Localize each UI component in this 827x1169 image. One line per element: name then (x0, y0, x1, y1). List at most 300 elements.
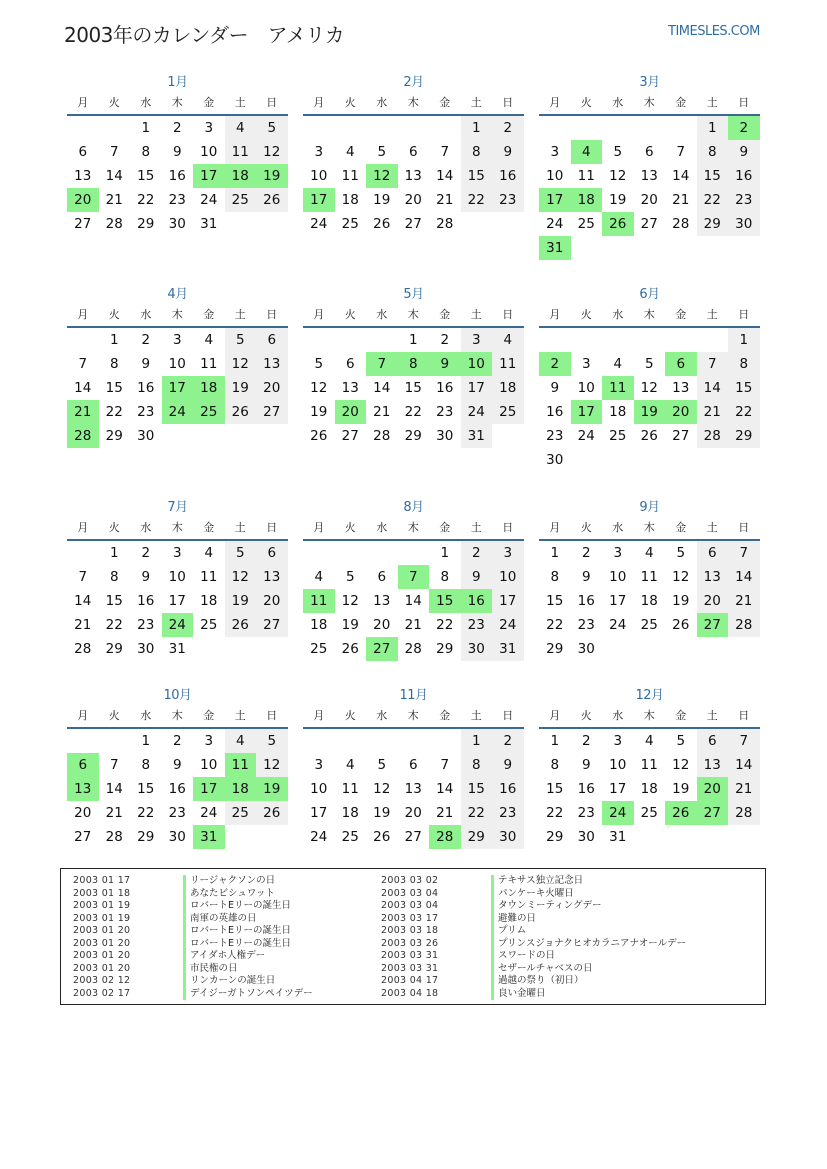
holiday-day-cell[interactable]: 17 (193, 164, 225, 188)
day-cell[interactable]: 6 (377, 569, 387, 585)
day-cell[interactable]: 26 (256, 801, 288, 825)
day-cell[interactable]: 28 (728, 801, 760, 825)
day-cell[interactable]: 13 (404, 168, 422, 184)
holiday-day-cell[interactable]: 8 (398, 352, 430, 376)
holiday-day-cell[interactable]: 18 (193, 376, 225, 400)
day-cell[interactable]: 22 (404, 404, 422, 420)
day-cell[interactable]: 14 (404, 593, 422, 609)
day-cell[interactable]: 9 (728, 140, 760, 164)
day-cell[interactable]: 11 (200, 569, 218, 585)
holiday-day-cell[interactable]: 20 (665, 400, 697, 424)
holiday-day-cell[interactable]: 28 (67, 424, 99, 448)
day-cell[interactable]: 20 (404, 192, 422, 208)
day-cell[interactable]: 10 (546, 168, 564, 184)
day-cell[interactable]: 5 (256, 116, 288, 140)
day-cell[interactable]: 23 (137, 404, 155, 420)
day-cell[interactable]: 15 (137, 168, 155, 184)
day-cell[interactable]: 9 (581, 569, 591, 585)
day-cell[interactable]: 13 (256, 565, 288, 589)
day-cell[interactable]: 10 (492, 565, 524, 589)
day-cell[interactable]: 28 (373, 428, 391, 444)
holiday-day-cell[interactable]: 26 (665, 801, 697, 825)
day-cell[interactable]: 24 (310, 216, 328, 232)
holiday-day-cell[interactable]: 2 (728, 116, 760, 140)
holiday-day-cell[interactable]: 24 (162, 613, 194, 637)
day-cell[interactable]: 1 (728, 328, 760, 352)
day-cell[interactable]: 21 (105, 805, 123, 821)
day-cell[interactable]: 2 (141, 332, 151, 348)
day-cell[interactable]: 26 (640, 428, 658, 444)
day-cell[interactable]: 22 (546, 617, 564, 633)
day-cell[interactable]: 4 (345, 144, 355, 160)
day-cell[interactable]: 11 (200, 356, 218, 372)
day-cell[interactable]: 22 (546, 805, 564, 821)
day-cell[interactable]: 4 (314, 569, 324, 585)
day-cell[interactable]: 30 (168, 829, 186, 845)
day-cell[interactable]: 1 (461, 729, 493, 753)
day-cell[interactable]: 22 (436, 617, 454, 633)
day-cell[interactable]: 15 (546, 593, 564, 609)
day-cell[interactable]: 18 (640, 593, 658, 609)
day-cell[interactable]: 10 (200, 757, 218, 773)
day-cell[interactable]: 21 (105, 192, 123, 208)
holiday-day-cell[interactable]: 17 (162, 376, 194, 400)
day-cell[interactable]: 13 (697, 565, 729, 589)
day-cell[interactable]: 21 (436, 805, 454, 821)
day-cell[interactable]: 14 (728, 565, 760, 589)
day-cell[interactable]: 21 (74, 617, 92, 633)
day-cell[interactable]: 26 (225, 613, 257, 637)
day-cell[interactable]: 29 (404, 428, 422, 444)
day-cell[interactable]: 25 (225, 188, 257, 212)
day-cell[interactable]: 6 (697, 729, 729, 753)
day-cell[interactable]: 6 (408, 757, 418, 773)
day-cell[interactable]: 16 (168, 168, 186, 184)
day-cell[interactable]: 12 (256, 140, 288, 164)
day-cell[interactable]: 8 (728, 352, 760, 376)
day-cell[interactable]: 23 (137, 617, 155, 633)
day-cell[interactable]: 8 (109, 569, 119, 585)
day-cell[interactable]: 9 (492, 140, 524, 164)
day-cell[interactable]: 23 (577, 617, 595, 633)
day-cell[interactable]: 4 (204, 545, 214, 561)
day-cell[interactable]: 11 (225, 140, 257, 164)
holiday-day-cell[interactable]: 15 (429, 589, 461, 613)
day-cell[interactable]: 30 (577, 641, 595, 657)
holiday-day-cell[interactable]: 2 (539, 352, 571, 376)
day-cell[interactable]: 6 (78, 144, 88, 160)
holiday-day-cell[interactable]: 20 (67, 188, 99, 212)
day-cell[interactable]: 22 (137, 192, 155, 208)
day-cell[interactable]: 22 (105, 404, 123, 420)
day-cell[interactable]: 28 (105, 216, 123, 232)
day-cell[interactable]: 23 (546, 428, 564, 444)
day-cell[interactable]: 22 (461, 188, 493, 212)
holiday-day-cell[interactable]: 19 (256, 777, 288, 801)
day-cell[interactable]: 23 (436, 404, 454, 420)
day-cell[interactable]: 1 (109, 545, 119, 561)
day-cell[interactable]: 16 (577, 593, 595, 609)
day-cell[interactable]: 7 (78, 569, 88, 585)
day-cell[interactable]: 5 (644, 356, 654, 372)
day-cell[interactable]: 27 (404, 829, 422, 845)
day-cell[interactable]: 27 (256, 613, 288, 637)
day-cell[interactable]: 13 (74, 168, 92, 184)
day-cell[interactable]: 6 (345, 356, 355, 372)
day-cell[interactable]: 20 (404, 805, 422, 821)
day-cell[interactable]: 1 (461, 116, 493, 140)
day-cell[interactable]: 25 (225, 801, 257, 825)
day-cell[interactable]: 24 (461, 400, 493, 424)
holiday-day-cell[interactable]: 24 (162, 400, 194, 424)
day-cell[interactable]: 16 (728, 164, 760, 188)
day-cell[interactable]: 31 (168, 641, 186, 657)
day-cell[interactable]: 14 (74, 593, 92, 609)
day-cell[interactable]: 13 (341, 380, 359, 396)
day-cell[interactable]: 25 (640, 617, 658, 633)
day-cell[interactable]: 23 (168, 805, 186, 821)
day-cell[interactable]: 3 (172, 545, 182, 561)
day-cell[interactable]: 30 (461, 637, 493, 661)
day-cell[interactable]: 14 (436, 168, 454, 184)
day-cell[interactable]: 20 (256, 589, 288, 613)
holiday-day-cell[interactable]: 6 (67, 753, 99, 777)
day-cell[interactable]: 7 (728, 729, 760, 753)
day-cell[interactable]: 3 (172, 332, 182, 348)
day-cell[interactable]: 15 (137, 781, 155, 797)
day-cell[interactable]: 12 (341, 593, 359, 609)
day-cell[interactable]: 2 (440, 332, 450, 348)
day-cell[interactable]: 5 (314, 356, 324, 372)
day-cell[interactable]: 15 (105, 593, 123, 609)
day-cell[interactable]: 15 (728, 376, 760, 400)
day-cell[interactable]: 3 (314, 757, 324, 773)
day-cell[interactable]: 25 (492, 400, 524, 424)
day-cell[interactable]: 22 (697, 188, 729, 212)
day-cell[interactable]: 23 (492, 188, 524, 212)
day-cell[interactable]: 15 (404, 380, 422, 396)
holiday-day-cell[interactable]: 31 (539, 236, 571, 260)
holiday-day-cell[interactable]: 25 (193, 400, 225, 424)
day-cell[interactable]: 1 (550, 733, 560, 749)
day-cell[interactable]: 21 (436, 192, 454, 208)
day-cell[interactable]: 20 (640, 192, 658, 208)
day-cell[interactable]: 8 (697, 140, 729, 164)
day-cell[interactable]: 10 (168, 569, 186, 585)
day-cell[interactable]: 27 (640, 216, 658, 232)
day-cell[interactable]: 12 (225, 352, 257, 376)
day-cell[interactable]: 26 (225, 400, 257, 424)
day-cell[interactable]: 31 (609, 829, 627, 845)
day-cell[interactable]: 30 (728, 212, 760, 236)
day-cell[interactable]: 3 (204, 120, 214, 136)
day-cell[interactable]: 5 (676, 733, 686, 749)
day-cell[interactable]: 7 (676, 144, 686, 160)
day-cell[interactable]: 13 (697, 753, 729, 777)
day-cell[interactable]: 27 (74, 216, 92, 232)
day-cell[interactable]: 11 (640, 757, 658, 773)
holiday-day-cell[interactable]: 9 (429, 352, 461, 376)
day-cell[interactable]: 21 (728, 589, 760, 613)
day-cell[interactable]: 18 (609, 404, 627, 420)
holiday-day-cell[interactable]: 17 (303, 188, 335, 212)
day-cell[interactable]: 29 (461, 825, 493, 849)
day-cell[interactable]: 18 (341, 805, 359, 821)
day-cell[interactable]: 9 (492, 753, 524, 777)
day-cell[interactable]: 5 (225, 541, 257, 565)
day-cell[interactable]: 12 (310, 380, 328, 396)
day-cell[interactable]: 21 (672, 192, 690, 208)
day-cell[interactable]: 8 (461, 140, 493, 164)
day-cell[interactable]: 17 (492, 589, 524, 613)
day-cell[interactable]: 28 (697, 424, 729, 448)
day-cell[interactable]: 11 (492, 352, 524, 376)
day-cell[interactable]: 19 (609, 192, 627, 208)
day-cell[interactable]: 3 (550, 144, 560, 160)
day-cell[interactable]: 30 (577, 829, 595, 845)
day-cell[interactable]: 6 (408, 144, 418, 160)
holiday-day-cell[interactable]: 21 (67, 400, 99, 424)
day-cell[interactable]: 22 (105, 617, 123, 633)
day-cell[interactable]: 2 (581, 733, 591, 749)
day-cell[interactable]: 18 (200, 593, 218, 609)
day-cell[interactable]: 15 (546, 781, 564, 797)
day-cell[interactable]: 3 (492, 541, 524, 565)
holiday-day-cell[interactable]: 26 (602, 212, 634, 236)
day-cell[interactable]: 1 (141, 120, 151, 136)
day-cell[interactable]: 31 (200, 216, 218, 232)
day-cell[interactable]: 24 (310, 829, 328, 845)
day-cell[interactable]: 12 (256, 753, 288, 777)
day-cell[interactable]: 16 (546, 404, 564, 420)
day-cell[interactable]: 14 (728, 753, 760, 777)
day-cell[interactable]: 14 (373, 380, 391, 396)
day-cell[interactable]: 9 (172, 757, 182, 773)
day-cell[interactable]: 23 (577, 805, 595, 821)
day-cell[interactable]: 30 (492, 825, 524, 849)
day-cell[interactable]: 30 (137, 641, 155, 657)
day-cell[interactable]: 25 (310, 641, 328, 657)
day-cell[interactable]: 28 (728, 613, 760, 637)
day-cell[interactable]: 4 (204, 332, 214, 348)
holiday-day-cell[interactable]: 17 (539, 188, 571, 212)
day-cell[interactable]: 23 (168, 192, 186, 208)
day-cell[interactable]: 10 (577, 380, 595, 396)
day-cell[interactable]: 8 (440, 569, 450, 585)
day-cell[interactable]: 16 (137, 380, 155, 396)
day-cell[interactable]: 24 (609, 617, 627, 633)
day-cell[interactable]: 29 (728, 424, 760, 448)
day-cell[interactable]: 25 (341, 216, 359, 232)
day-cell[interactable]: 7 (78, 356, 88, 372)
holiday-day-cell[interactable]: 31 (193, 825, 225, 849)
day-cell[interactable]: 29 (105, 428, 123, 444)
day-cell[interactable]: 3 (613, 545, 623, 561)
day-cell[interactable]: 7 (109, 144, 119, 160)
day-cell[interactable]: 25 (577, 216, 595, 232)
day-cell[interactable]: 11 (341, 781, 359, 797)
day-cell[interactable]: 2 (492, 116, 524, 140)
day-cell[interactable]: 2 (141, 545, 151, 561)
holiday-day-cell[interactable]: 11 (225, 753, 257, 777)
day-cell[interactable]: 5 (256, 729, 288, 753)
day-cell[interactable]: 15 (105, 380, 123, 396)
day-cell[interactable]: 11 (577, 168, 595, 184)
day-cell[interactable]: 16 (137, 593, 155, 609)
day-cell[interactable]: 4 (225, 116, 257, 140)
day-cell[interactable]: 1 (141, 733, 151, 749)
day-cell[interactable]: 7 (728, 541, 760, 565)
day-cell[interactable]: 2 (581, 545, 591, 561)
day-cell[interactable]: 1 (109, 332, 119, 348)
day-cell[interactable]: 13 (640, 168, 658, 184)
day-cell[interactable]: 10 (609, 757, 627, 773)
day-cell[interactable]: 22 (461, 801, 493, 825)
day-cell[interactable]: 1 (697, 116, 729, 140)
day-cell[interactable]: 5 (613, 144, 623, 160)
day-cell[interactable]: 5 (225, 328, 257, 352)
day-cell[interactable]: 10 (200, 144, 218, 160)
day-cell[interactable]: 9 (141, 569, 151, 585)
day-cell[interactable]: 24 (577, 428, 595, 444)
day-cell[interactable]: 26 (672, 617, 690, 633)
day-cell[interactable]: 20 (74, 805, 92, 821)
day-cell[interactable]: 10 (609, 569, 627, 585)
day-cell[interactable]: 14 (74, 380, 92, 396)
day-cell[interactable]: 12 (609, 168, 627, 184)
day-cell[interactable]: 10 (168, 356, 186, 372)
day-cell[interactable]: 19 (373, 805, 391, 821)
day-cell[interactable]: 4 (613, 356, 623, 372)
day-cell[interactable]: 9 (581, 757, 591, 773)
day-cell[interactable]: 9 (461, 565, 493, 589)
day-cell[interactable]: 2 (461, 541, 493, 565)
day-cell[interactable]: 29 (137, 216, 155, 232)
holiday-day-cell[interactable]: 18 (225, 164, 257, 188)
day-cell[interactable]: 9 (550, 380, 560, 396)
day-cell[interactable]: 6 (644, 144, 654, 160)
day-cell[interactable]: 18 (341, 192, 359, 208)
day-cell[interactable]: 18 (310, 617, 328, 633)
day-cell[interactable]: 6 (256, 328, 288, 352)
holiday-day-cell[interactable]: 4 (571, 140, 603, 164)
day-cell[interactable]: 28 (672, 216, 690, 232)
day-cell[interactable]: 19 (672, 781, 690, 797)
day-cell[interactable]: 23 (728, 188, 760, 212)
day-cell[interactable]: 20 (697, 589, 729, 613)
holiday-day-cell[interactable]: 13 (67, 777, 99, 801)
day-cell[interactable]: 22 (728, 400, 760, 424)
day-cell[interactable]: 8 (141, 144, 151, 160)
day-cell[interactable]: 24 (200, 192, 218, 208)
day-cell[interactable]: 1 (408, 332, 418, 348)
day-cell[interactable]: 28 (74, 641, 92, 657)
day-cell[interactable]: 20 (256, 376, 288, 400)
day-cell[interactable]: 29 (546, 641, 564, 657)
holiday-day-cell[interactable]: 12 (366, 164, 398, 188)
holiday-day-cell[interactable]: 27 (366, 637, 398, 661)
holiday-day-cell[interactable]: 7 (366, 352, 398, 376)
day-cell[interactable]: 3 (204, 733, 214, 749)
day-cell[interactable]: 14 (436, 781, 454, 797)
day-cell[interactable]: 20 (373, 617, 391, 633)
day-cell[interactable]: 12 (640, 380, 658, 396)
day-cell[interactable]: 28 (436, 216, 454, 232)
day-cell[interactable]: 5 (345, 569, 355, 585)
day-cell[interactable]: 28 (105, 829, 123, 845)
day-cell[interactable]: 26 (310, 428, 328, 444)
day-cell[interactable]: 26 (373, 829, 391, 845)
day-cell[interactable]: 27 (74, 829, 92, 845)
day-cell[interactable]: 17 (461, 376, 493, 400)
day-cell[interactable]: 9 (141, 356, 151, 372)
day-cell[interactable]: 12 (225, 565, 257, 589)
day-cell[interactable]: 23 (492, 801, 524, 825)
holiday-day-cell[interactable]: 6 (665, 352, 697, 376)
day-cell[interactable]: 19 (672, 593, 690, 609)
day-cell[interactable]: 19 (225, 376, 257, 400)
day-cell[interactable]: 25 (640, 805, 658, 821)
day-cell[interactable]: 18 (492, 376, 524, 400)
day-cell[interactable]: 14 (105, 168, 123, 184)
day-cell[interactable]: 13 (404, 781, 422, 797)
day-cell[interactable]: 17 (168, 593, 186, 609)
day-cell[interactable]: 10 (310, 168, 328, 184)
holiday-day-cell[interactable]: 11 (602, 376, 634, 400)
day-cell[interactable]: 5 (377, 144, 387, 160)
holiday-day-cell[interactable]: 24 (602, 801, 634, 825)
day-cell[interactable]: 21 (728, 777, 760, 801)
day-cell[interactable]: 18 (640, 781, 658, 797)
day-cell[interactable]: 30 (546, 452, 564, 468)
day-cell[interactable]: 12 (672, 569, 690, 585)
day-cell[interactable]: 5 (377, 757, 387, 773)
day-cell[interactable]: 2 (172, 733, 182, 749)
day-cell[interactable]: 29 (105, 641, 123, 657)
day-cell[interactable]: 25 (200, 617, 218, 633)
holiday-day-cell[interactable]: 27 (697, 801, 729, 825)
holiday-day-cell[interactable]: 20 (335, 400, 367, 424)
day-cell[interactable]: 16 (492, 164, 524, 188)
day-cell[interactable]: 19 (373, 192, 391, 208)
day-cell[interactable]: 31 (492, 637, 524, 661)
day-cell[interactable]: 8 (550, 569, 560, 585)
day-cell[interactable]: 21 (697, 400, 729, 424)
holiday-day-cell[interactable]: 17 (193, 777, 225, 801)
day-cell[interactable]: 17 (609, 593, 627, 609)
day-cell[interactable]: 6 (697, 541, 729, 565)
day-cell[interactable]: 4 (225, 729, 257, 753)
holiday-day-cell[interactable]: 10 (461, 352, 493, 376)
day-cell[interactable]: 1 (440, 545, 450, 561)
day-cell[interactable]: 4 (644, 733, 654, 749)
day-cell[interactable]: 2 (492, 729, 524, 753)
holiday-day-cell[interactable]: 19 (256, 164, 288, 188)
day-cell[interactable]: 24 (546, 216, 564, 232)
day-cell[interactable]: 6 (256, 541, 288, 565)
day-cell[interactable]: 8 (550, 757, 560, 773)
holiday-day-cell[interactable]: 11 (303, 589, 335, 613)
day-cell[interactable]: 19 (225, 589, 257, 613)
day-cell[interactable]: 27 (341, 428, 359, 444)
day-cell[interactable]: 11 (640, 569, 658, 585)
day-cell[interactable]: 16 (168, 781, 186, 797)
day-cell[interactable]: 26 (373, 216, 391, 232)
day-cell[interactable]: 13 (373, 593, 391, 609)
day-cell[interactable]: 14 (672, 168, 690, 184)
day-cell[interactable]: 5 (676, 545, 686, 561)
day-cell[interactable]: 12 (373, 781, 391, 797)
